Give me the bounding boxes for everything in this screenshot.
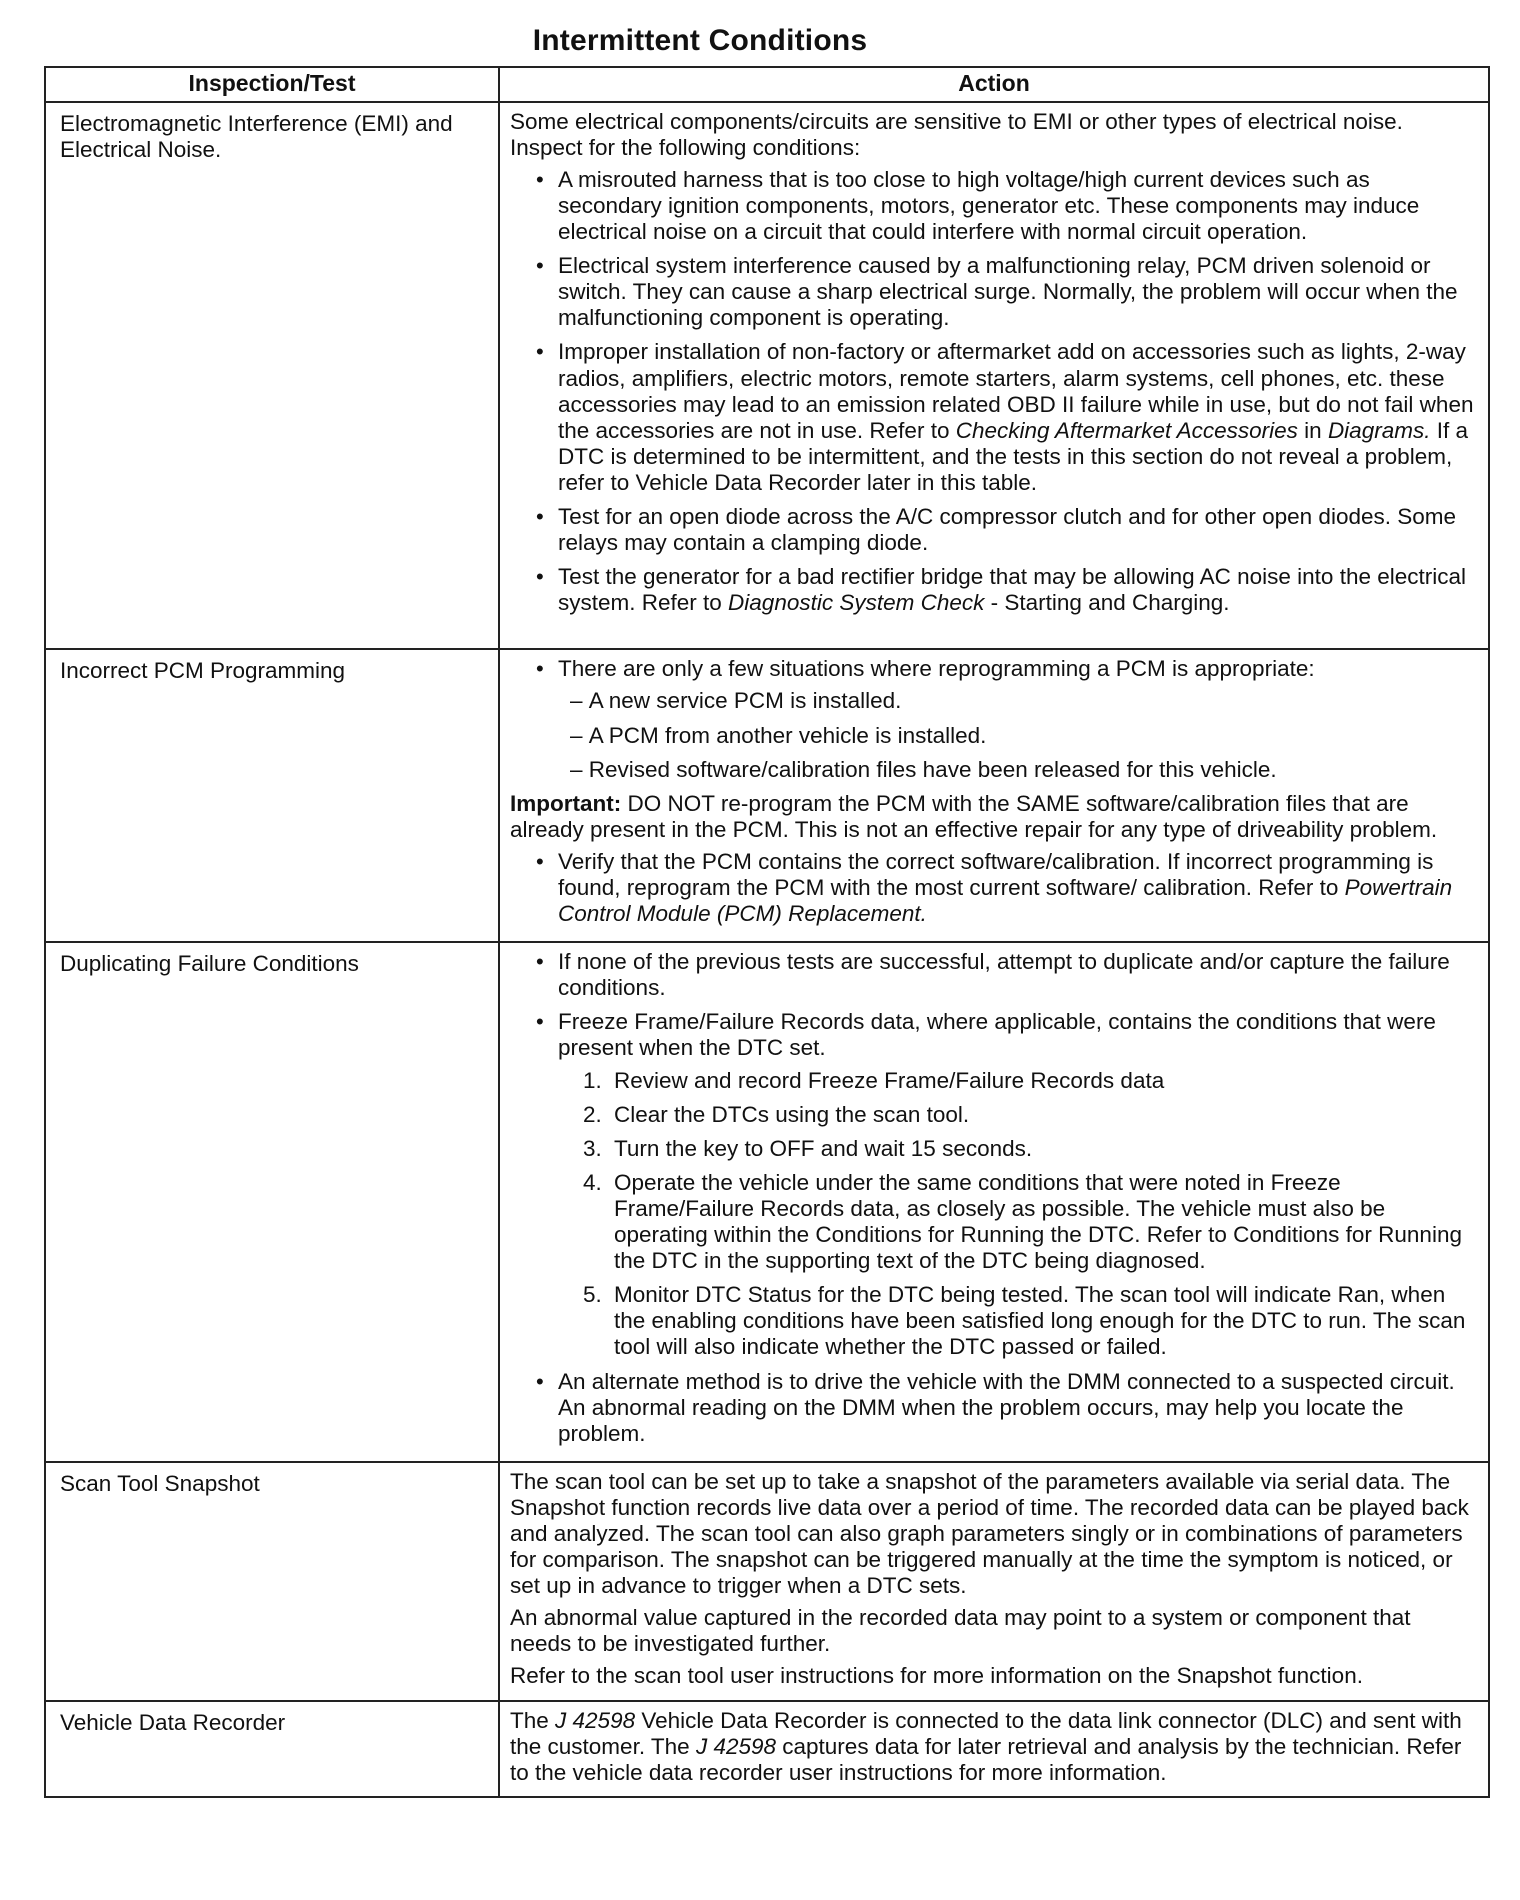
snapshot-paragraph: Refer to the scan tool user instructions for more information on the Snapshot function.	[510, 1663, 1363, 1689]
page-title: Intermittent Conditions	[532, 24, 868, 57]
snapshot-paragraph: An abnormal value captured in the recorded data may point to a system or component that needs to be investigated further.	[510, 1605, 1411, 1657]
dup-bullet-list	[510, 949, 1474, 1447]
test-cell-snapshot: Scan Tool Snapshot	[45, 1462, 499, 1701]
list-item: 1. Review and record Freeze Frame/Failure Records data	[608, 1068, 1474, 1094]
test-cell-emi: Electromagnetic Interference (EMI) and Electrical Noise.	[45, 102, 499, 650]
important-note	[510, 791, 1474, 843]
action-cell-duplicating	[499, 942, 1489, 1462]
text: There are only a few situations where reprogramming a PCM is appropriate:	[558, 656, 1315, 682]
action-cell-snapshot	[499, 1462, 1489, 1701]
list-item: • Test for an open diode across the A/C compressor clutch and for other open diodes. Some relays may contain a clamping diode.	[536, 504, 1474, 556]
table-row	[45, 649, 1489, 942]
text: captures data for later retrieval and analysis by the technician. Refer to the vehicle data recorder user instructions for more information.	[510, 1733, 1462, 1785]
text: Freeze Frame/Failure Records data, where applicable, contains the conditions that were present when the DTC set.	[558, 1009, 1436, 1061]
table-row	[45, 942, 1489, 1462]
tool-number: J 42598	[555, 1707, 636, 1733]
tool-number: J 42598	[695, 1733, 777, 1759]
list-item	[536, 1009, 1474, 1360]
pcm-dash-list	[558, 688, 1474, 782]
pcm-bullet-list-2	[510, 849, 1474, 927]
action-cell-pcm	[499, 649, 1489, 942]
list-item	[536, 339, 1474, 496]
table-row	[45, 102, 1489, 650]
vdr-paragraph	[510, 1708, 1474, 1786]
list-item	[536, 564, 1474, 616]
reference-link: Checking Aftermarket Accessories	[955, 417, 1298, 443]
dup-numbered-list	[558, 1068, 1474, 1361]
reference-link: Powertrain Control Module (PCM) Replacement.	[558, 875, 1453, 927]
intermittent-conditions-table	[44, 66, 1490, 1798]
list-item: 4. Operate the vehicle under the same conditions that were noted in Freeze Frame/Failure Records data, as closely as possible. The vehicle must also be operating within the Conditions for Running the DTC. Refer to Conditions for Running the DTC in the supporting text of the DTC being diagnosed.	[608, 1170, 1474, 1274]
text: - Starting and Charging.	[984, 590, 1230, 616]
list-item: – A new service PCM is installed.	[570, 688, 1474, 714]
text: DO NOT re-program the PCM with the SAME software/calibration files that are already present in the PCM. This is not an effective repair for any type of driveability problem.	[510, 790, 1438, 842]
text: The	[510, 1707, 556, 1733]
list-item: 2. Clear the DTCs using the scan tool.	[608, 1102, 1474, 1128]
action-cell-vdr	[499, 1701, 1489, 1797]
text: If a DTC is determined to be intermittent, and the tests in this section do not reveal a problem, refer to Vehicle Data Recorder later in this table.	[558, 417, 1468, 495]
list-item: • An alternate method is to drive the vehicle with the DMM connected to a suspected circuit. An abnormal reading on the DMM when the problem occurs, may help you locate the problem.	[536, 1369, 1474, 1447]
text: Test the generator for a bad rectifier bridge that may be allowing AC noise into the electrical system. Refer to	[558, 564, 1466, 616]
list-item: – Revised software/calibration files have been released for this vehicle.	[570, 757, 1474, 783]
test-cell-pcm: Incorrect PCM Programming	[45, 649, 499, 942]
list-item: • Electrical system interference caused by a malfunctioning relay, PCM driven solenoid or switch. They can cause a sharp electrical surge. Normally, the problem will occur when the malfunctioning component is operating.	[536, 253, 1474, 331]
text: Vehicle Data Recorder is connected to the data link connector (DLC) and sent with the customer. The	[510, 1707, 1462, 1759]
action-cell-emi	[499, 102, 1489, 650]
important-label: Important:	[510, 790, 622, 816]
emi-intro: Some electrical components/circuits are sensitive to EMI or other types of electrical noise. Inspect for the following conditions:	[510, 108, 1403, 160]
reference-link: Diagrams.	[1327, 417, 1431, 443]
text: in	[1297, 417, 1328, 443]
pcm-bullet-list	[510, 656, 1474, 782]
table-row	[45, 1462, 1489, 1701]
text: Verify that the PCM contains the correct software/calibration. If incorrect programming is found, reprogram the PCM with the most current software/ calibration. Refer to	[558, 848, 1434, 901]
table-row	[45, 1701, 1489, 1797]
header-inspection-test: Inspection/Test	[45, 67, 499, 102]
test-cell-duplicating: Duplicating Failure Conditions	[45, 942, 499, 1462]
header-action: Action	[499, 67, 1489, 102]
list-item: 5. Monitor DTC Status for the DTC being tested. The scan tool will indicate Ran, when the enabling conditions have been satisfied long enough for the DTC to run. The scan tool will also indicate whether the DTC passed or failed.	[608, 1282, 1474, 1360]
test-cell-vdr: Vehicle Data Recorder	[45, 1701, 499, 1797]
list-item: • A misrouted harness that is too close to high voltage/high current devices such as secondary ignition components, motors, generator etc. These components may induce electrical noise on a circuit that could interfere with normal circuit operation.	[536, 167, 1474, 245]
snapshot-paragraph: The scan tool can be set up to take a snapshot of the parameters available via serial data. The Snapshot function records live data over a period of time. The recorded data can be played back and analyzed. The scan tool can also graph parameters singly or in combinations of parameters for comparison. The snapshot can be triggered manually at the time the symptom is noticed, or set up in advance to trigger when a DTC sets.	[510, 1468, 1469, 1599]
list-item	[536, 656, 1474, 782]
list-item: • If none of the previous tests are successful, attempt to duplicate and/or capture the failure conditions.	[536, 949, 1474, 1001]
emi-bullet-list	[510, 167, 1474, 617]
list-item	[536, 849, 1474, 927]
text: Improper installation of non-factory or aftermarket add on accessories such as lights, 2-way radios, amplifiers, electric motors, remote starters, alarm systems, cell phones, etc. these accessories may lead to an emission related OBD II failure while in use, but do not fail when the accessories are not in use. Refer to	[558, 339, 1474, 443]
list-item: 3. Turn the key to OFF and wait 15 seconds.	[608, 1136, 1474, 1162]
table-header-row	[45, 67, 1489, 102]
list-item: – A PCM from another vehicle is installed.	[570, 723, 1474, 749]
reference-link: Diagnostic System Check	[728, 590, 985, 616]
